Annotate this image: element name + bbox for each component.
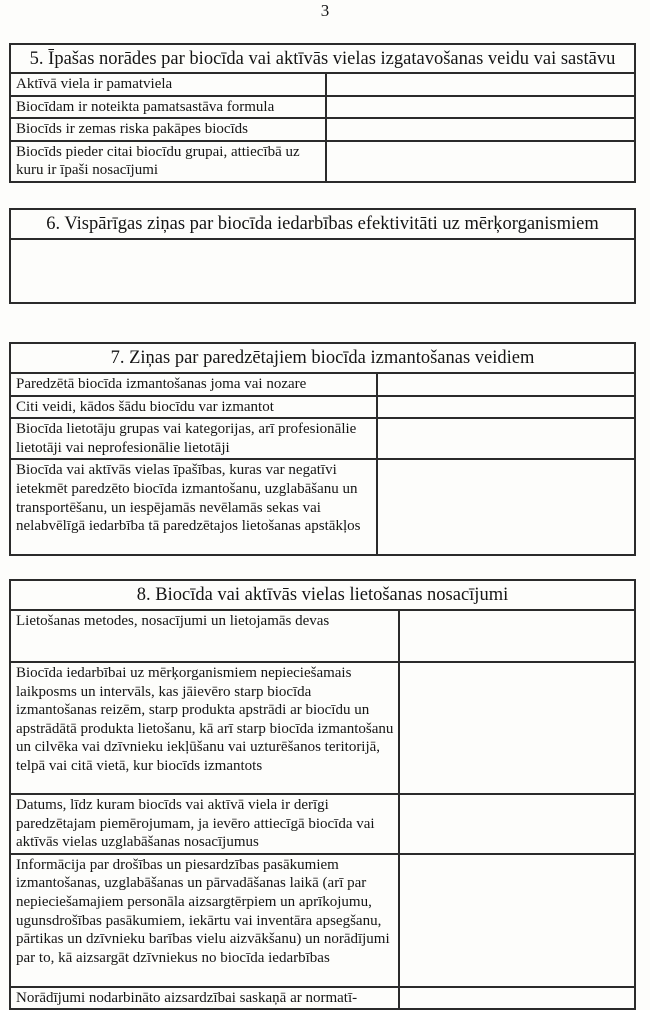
field-label: Biocīds pieder citai biocīdu grupai, attiecībā uz kuru ir īpaši nosacījumi bbox=[10, 141, 326, 182]
table-row bbox=[10, 662, 635, 794]
table-row bbox=[10, 96, 635, 119]
field-value-cell bbox=[326, 141, 635, 182]
field-label: Biocīda iedarbībai uz mērķorganismiem nepieciešamais laikposms un intervāls, kas jāievēro starp biocīda izmantošanas reizēm, starp produkta apstrādi ar biocīdu un apstrādātā produkta lietošanu, kā arī starp biocīda izmantošanu un cilvēka vai dzīvnieku iekļūšanu vai uzturēšanos teritorijā, telpā vai citā vietā, kur biocīds izmantots bbox=[10, 662, 399, 794]
section-5-title: 5. Īpašas norādes par biocīda vai aktīvās vielas izgatavošanas veidu vai sastāvu bbox=[10, 44, 635, 73]
table-row bbox=[10, 239, 635, 303]
field-value-cell bbox=[326, 96, 635, 119]
field-value-cell bbox=[326, 118, 635, 141]
section-6-title: 6. Vispārīgas ziņas par biocīda iedarbības efektivitāti uz mērķorganismiem bbox=[10, 209, 635, 239]
field-label: Citi veidi, kādos šādu biocīdu var izmantot bbox=[10, 396, 377, 419]
field-label: Biocīda vai aktīvās vielas īpašības, kuras var negatīvi ietekmēt paredzēto biocīda izmantošanu, uzglabāšanu un transportēšanu, un iespējamās nevēlamās sekas vai nelabvēlīgā iedarbība tā paredzētajos lietošanas apstākļos bbox=[10, 459, 377, 555]
field-label: Paredzētā biocīda izmantošanas joma vai nozare bbox=[10, 373, 377, 396]
table-row bbox=[10, 610, 635, 662]
table-row bbox=[10, 73, 635, 96]
field-label: Lietošanas metodes, nosacījumi un lietojamās devas bbox=[10, 610, 399, 662]
table-row bbox=[10, 459, 635, 555]
table-row bbox=[10, 396, 635, 419]
table-row bbox=[10, 118, 635, 141]
field-label: Biocīda lietotāju grupas vai kategorijas, arī profesionālie lietotāji vai neprofesionālie lietotāji bbox=[10, 418, 377, 459]
section-6-table bbox=[9, 208, 636, 304]
table-row bbox=[10, 987, 635, 1010]
field-label: Datums, līdz kuram biocīds vai aktīvā viela ir derīgi paredzētajam piemērojumam, ja ievēro attiecīgā biocīda vai aktīvās vielas uzglabāšanas nosacījumus bbox=[10, 794, 399, 854]
field-label: Biocīdam ir noteikta pamatsastāva formula bbox=[10, 96, 326, 119]
field-label: Informācija par drošības un piesardzības pasākumiem izmantošanas, uzglabāšanas un pārvadāšanas laikā (arī par nepieciešamajiem personāla aizsargtērpiem un aprīkojumu, ugunsdrošības pasākumiem, iekārtu vai inventāra apsegšanu, pārtikas un dzīvnieku barības vielu aizvākšanu) un norādījumi par to, kā aizsargāt dzīvniekus no biocīda iedarbības bbox=[10, 854, 399, 987]
field-value-cell bbox=[399, 662, 635, 794]
table-row bbox=[10, 418, 635, 459]
table-row bbox=[10, 141, 635, 182]
field-value-cell bbox=[399, 854, 635, 987]
field-value-cell bbox=[399, 794, 635, 854]
table-row bbox=[10, 794, 635, 854]
section-8-title: 8. Biocīda vai aktīvās vielas lietošanas nosacījumi bbox=[10, 580, 635, 610]
section-7-table bbox=[9, 342, 636, 556]
field-label: Biocīds ir zemas riska pakāpes biocīds bbox=[10, 118, 326, 141]
field-value-cell bbox=[377, 459, 635, 555]
section-5-table bbox=[9, 43, 636, 183]
field-label: Aktīvā viela ir pamatviela bbox=[10, 73, 326, 96]
field-value-cell bbox=[377, 373, 635, 396]
page-number: 3 bbox=[320, 1, 330, 20]
table-row bbox=[10, 373, 635, 396]
section-7-title: 7. Ziņas par paredzētajiem biocīda izmantošanas veidiem bbox=[10, 343, 635, 373]
table-row bbox=[10, 854, 635, 987]
field-label: Norādījumi nodarbināto aizsardzībai saskaņā ar normatī- bbox=[10, 987, 399, 1010]
field-value-cell bbox=[326, 73, 635, 96]
field-value-cell bbox=[399, 610, 635, 662]
section-8-table bbox=[9, 579, 636, 1010]
section-6-body-cell bbox=[10, 239, 635, 303]
field-value-cell bbox=[377, 396, 635, 419]
field-value-cell bbox=[377, 418, 635, 459]
field-value-cell bbox=[399, 987, 635, 1010]
